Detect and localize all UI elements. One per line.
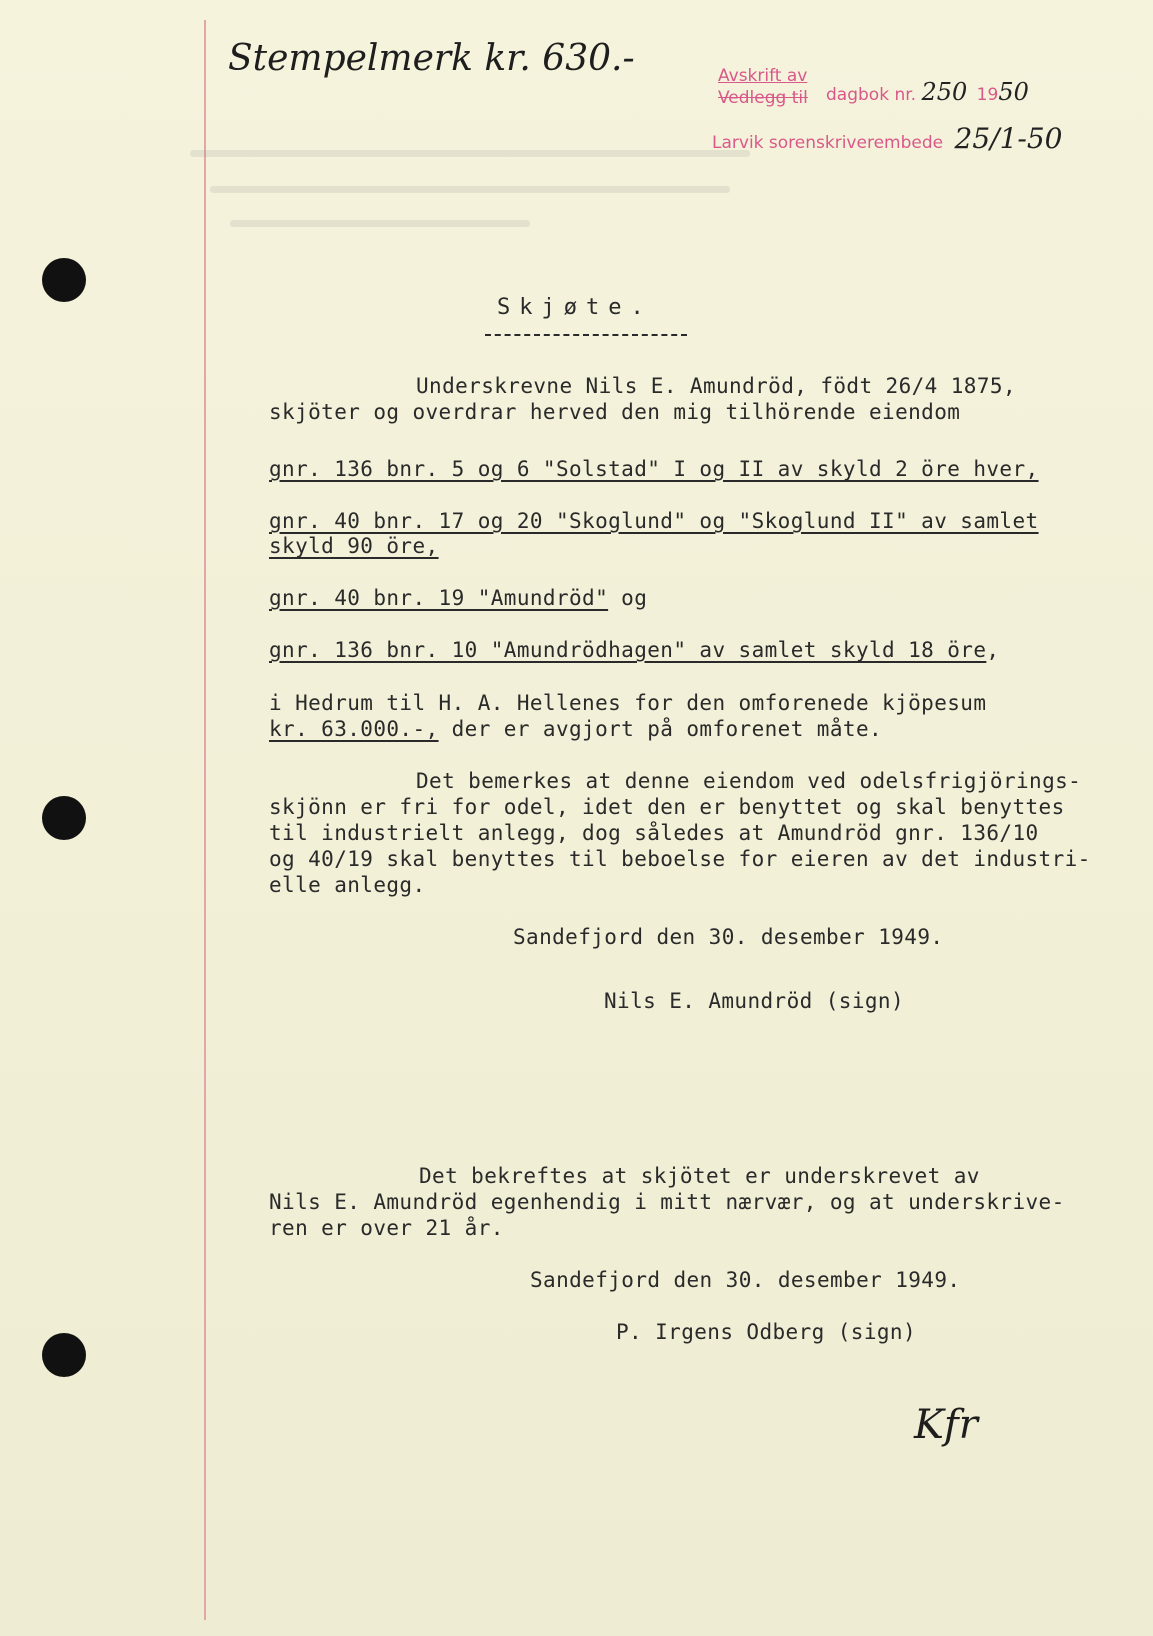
punch-hole-top (42, 258, 86, 302)
property-text: gnr. 40 bnr. 19 "Amundröd" (269, 586, 609, 610)
remark-line: og 40/19 skal benyttes til beboelse for eieren av det industri- (269, 847, 1091, 871)
purchase-line: i Hedrum til H. A. Hellenes for den omforenede kjöpesum (269, 691, 987, 715)
remark-line: til industrielt anlegg, dog således at Amundröd gnr. 136/10 (269, 821, 1039, 845)
confirmation-line: Det bekreftes at skjötet er underskrevet av (419, 1164, 980, 1188)
margin-line (204, 20, 206, 1620)
property-line-solstad (269, 456, 1039, 482)
document-title: Skjøte. (497, 295, 653, 320)
property-text: gnr. 40 bnr. 17 og 20 "Skoglund" og "Skoglund II" av samlet (269, 509, 1039, 533)
remark-line: elle anlegg. (269, 873, 426, 897)
title-underline (485, 334, 687, 336)
stamp-copy-label: Avskrift av (718, 66, 808, 86)
property-text: gnr. 136 bnr. 10 "Amundrödhagen" av samlet skyld 18 öre (269, 638, 987, 662)
signature: P. Irgens Odberg (sign) (616, 1320, 916, 1344)
remark-line: Det bemerkes at denne eiendom ved odelsfrigjörings- (416, 769, 1082, 793)
stamp-year-suffix: 50 (998, 78, 1029, 106)
property-tail: , (986, 638, 1000, 662)
punch-hole-bottom (42, 1333, 86, 1377)
body-line: skjöter og overdrar herved den mig tilhörende eiendom (269, 400, 961, 424)
stamp-struck-label: Vedlegg til (718, 88, 808, 108)
signature: Nils E. Amundröd (sign) (604, 989, 904, 1013)
property-line-amundrod (269, 585, 647, 611)
stamp-dagbok-number: 250 (921, 78, 968, 106)
confirmation-line: Nils E. Amundröd egenhendig i mitt nærvær, og at underskrive- (269, 1190, 1065, 1214)
bleed-through-mark (210, 186, 730, 193)
property-line-amundrodhagen (269, 637, 999, 663)
confirmation-line: ren er over 21 år. (269, 1216, 504, 1240)
bleed-through-mark (230, 220, 530, 227)
place-date: Sandefjord den 30. desember 1949. (513, 925, 944, 949)
stamp-office: Larvik sorenskriverembede (712, 133, 944, 153)
property-tail: og (608, 586, 648, 610)
handwritten-stamp-duty-note: Stempelmerk kr. 630.- (228, 38, 635, 79)
property-line-skoglund (269, 508, 1039, 534)
stamp-date: 25/1-50 (954, 122, 1063, 155)
body-line: Underskrevne Nils E. Amundröd, födt 26/4 1875, (416, 374, 1016, 398)
purchase-amount: kr. 63.000.-, (269, 717, 439, 741)
property-text: gnr. 136 bnr. 5 og 6 "Solstad" I og II av skyld 2 öre hver, (269, 457, 1039, 481)
handwritten-initials: Kfr (914, 1402, 978, 1448)
stamp-dagbok-label: dagbok nr. (826, 85, 917, 105)
stamp-dagbok-row (826, 78, 1029, 106)
property-text: skyld 90 öre, (269, 534, 439, 558)
punch-hole-middle (42, 796, 86, 840)
property-line-skoglund-skyld (269, 533, 439, 559)
bleed-through-mark (190, 150, 750, 157)
stamp-year-prefix: 19 (976, 85, 999, 105)
stamp-office-row (712, 122, 1062, 155)
purchase-amount-line (269, 716, 882, 742)
purchase-tail: der er avgjort på omforenet måte. (438, 717, 883, 741)
place-date: Sandefjord den 30. desember 1949. (530, 1268, 961, 1292)
remark-line: skjönn er fri for odel, idet den er benyttet og skal benyttes (269, 795, 1065, 819)
